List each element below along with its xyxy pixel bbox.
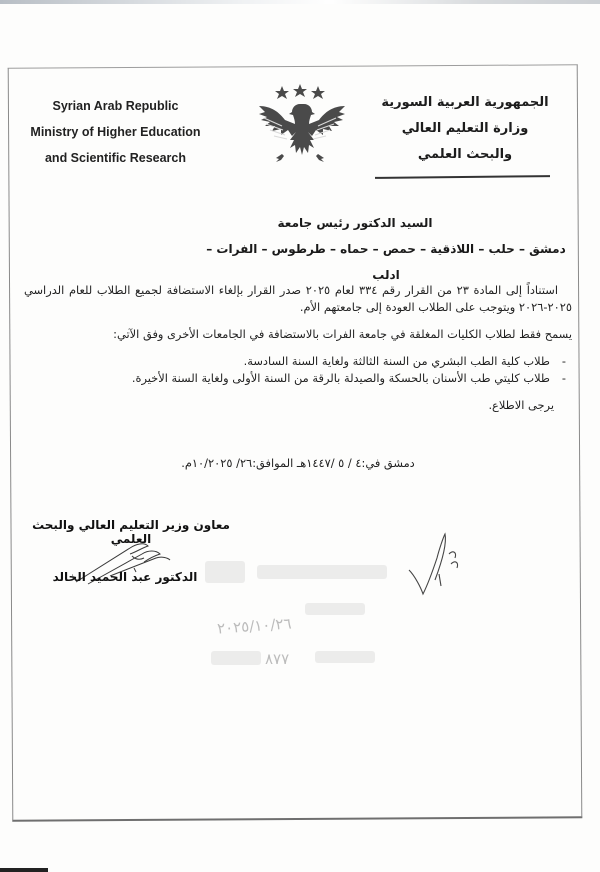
english-letterhead [18, 93, 213, 171]
letterhead-line-country: Syrian Arab Republic [52, 99, 179, 113]
star-icon [275, 86, 289, 99]
addressee-block [200, 210, 572, 288]
letterhead-line-research: and Scientific Research [44, 151, 187, 165]
list-item [24, 370, 566, 387]
signer-name: الدكتور عبد الحميد الخالد [52, 570, 198, 584]
exception-list [24, 353, 572, 387]
stamp-date: ٢٠٢٥/١٠/٢٦ [216, 614, 293, 638]
receipt-stamp [205, 555, 395, 675]
letterhead-line-research-ar: والبحث العلمي [417, 147, 513, 162]
letterhead-line-ministry-ar: وزارة التعليم العالي [401, 121, 529, 136]
star-icon [311, 86, 325, 99]
scan-edge-bottom [0, 868, 48, 872]
list-item-text: طلاب كليتي طب الأسنان بالحسكة والصيدلة بالرقة من السنة الأولى ولغاية السنة الأخيرة. [131, 371, 550, 385]
list-bullet: - [561, 354, 566, 368]
document-frame [8, 64, 583, 821]
arabic-letterhead [370, 90, 560, 168]
scan-edge-top [0, 0, 600, 4]
letterhead-line-country-ar: الجمهورية العربية السورية [381, 95, 549, 110]
list-bullet: - [561, 371, 566, 385]
stamp-number: ٨٧٧ [265, 650, 290, 668]
signer-position: معاون وزير التعليم العالي والبحث العلمي [32, 518, 230, 546]
addressee-title: السيد الدكتور رئيس جامعة [277, 216, 433, 230]
body-paragraph-decision: استناداً إلى المادة ٢٣ من القرار رقم ٣٣٤ لعام ٢٠٢٥ صدر القرار بإلغاء الاستضافة لجميع الطلاب للعام الدراسي ٢٠٢٥-٢٠٢٦ ويتوجب على الطلاب العودة إلى جامعتهم الأم. [24, 283, 572, 314]
star-icon [293, 84, 307, 97]
list-item [24, 353, 566, 370]
addressee-universities: دمشق – حلب – اللاذقية – حمص – حماه – طرطوس – الفرات – ادلب [206, 242, 566, 282]
letterhead-line-ministry: Ministry of Higher Education [30, 125, 201, 139]
issue-date: دمشق في:٤ / ٥ /١٤٤٧هـ الموافق:٢٦/ ١٠/٢٠٢٥م. [181, 456, 415, 470]
body-paragraph-exception: يسمح فقط لطلاب الكليات المغلقة في جامعة الفرات بالاستضافة في الجامعات الأخرى وفق الآتي: [113, 327, 572, 341]
letter-body [24, 282, 572, 414]
list-item-text: طلاب كلية الطب البشري من السنة الثالثة ولغاية السنة السادسة. [243, 354, 550, 368]
eagle-emblem-icon [252, 78, 348, 174]
handwritten-initials [405, 530, 475, 600]
closing-line: يرجى الاطلاع. [488, 398, 554, 412]
